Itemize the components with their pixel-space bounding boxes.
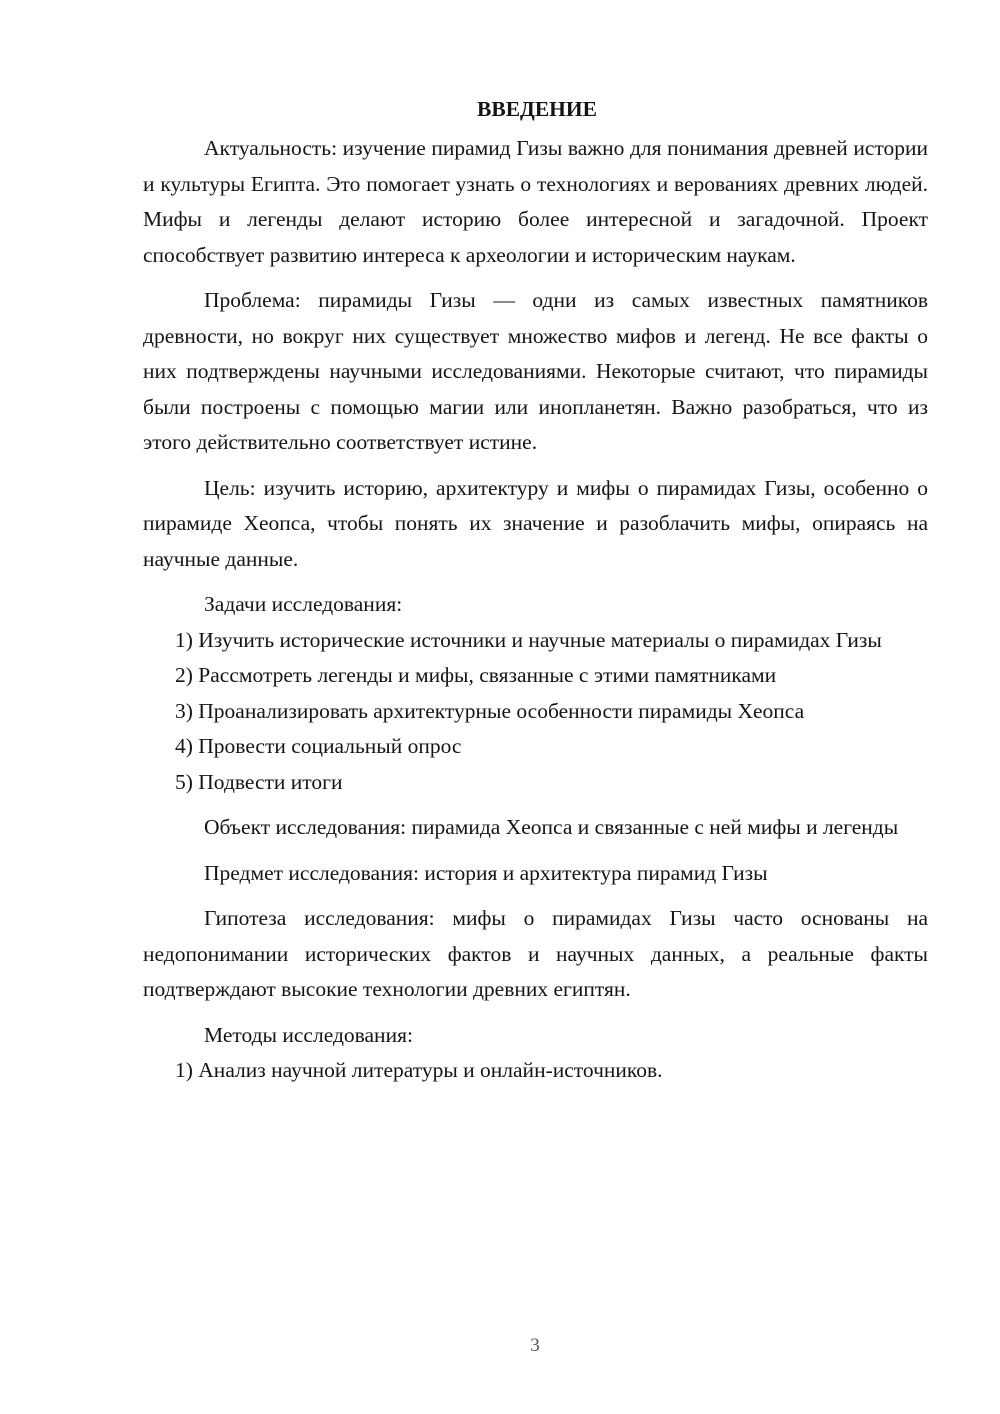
- page-title: ВВЕДЕНИЕ: [477, 97, 597, 121]
- object-paragraph: Объект исследования: пирамида Хеопса и связанные с ней мифы и легенды: [204, 815, 899, 839]
- task-item: 4) Провести социальный опрос: [175, 734, 462, 758]
- task-item: 2) Рассмотреть легенды и мифы, связанные с этими памятниками: [175, 663, 777, 687]
- page-content: [143, 95, 928, 1089]
- task-item: 5) Подвести итоги: [175, 769, 343, 794]
- methods-heading: Методы исследования:: [204, 1022, 413, 1047]
- relevance-paragraph: Актуальность: изучение пирамид Гизы важно для понимания древней истории и культуры Египта. Это помогает узнать о технологиях и верованиях древних людей. Мифы и легенды делают историю более интересной и загадочной. Проект способствует развитию интереса к археологии и историческим наукам.: [143, 136, 928, 267]
- method-item: 1) Анализ научной литературы и онлайн-источников.: [175, 1058, 663, 1082]
- task-item: 1) Изучить исторические источники и научные материалы о пирамидах Гизы: [175, 627, 882, 652]
- hypothesis-paragraph: Гипотеза исследования: мифы о пирамидах Гизы часто основаны на недопонимании исторических фактов и научных данных, а реальные факты подтверждают высокие технологии древних египтян.: [143, 906, 928, 1001]
- subject-paragraph: Предмет исследования: история и архитектура пирамид Гизы: [204, 860, 768, 885]
- page-number: 3: [530, 1335, 540, 1356]
- goal-paragraph: Цель: изучить историю, архитектуру и мифы о пирамидах Гизы, особенно о пирамиде Хеопса, чтобы понять их значение и разоблачить мифы, опираясь на научные данные.: [143, 475, 928, 571]
- tasks-heading: Задачи исследования:: [204, 592, 403, 616]
- task-item: 3) Проанализировать архитектурные особенности пирамиды Хеопса: [175, 698, 805, 723]
- problem-paragraph: Проблема: пирамиды Гизы — одни из самых известных памятников древности, но вокруг них существует множество мифов и легенд. Не все факты о них подтверждены научными исследованиями. Некоторые считают, что пирамиды были построены с помощью магии или инопланетян. Важно разобраться, что из этого действительно соответствует истине.: [143, 288, 928, 454]
